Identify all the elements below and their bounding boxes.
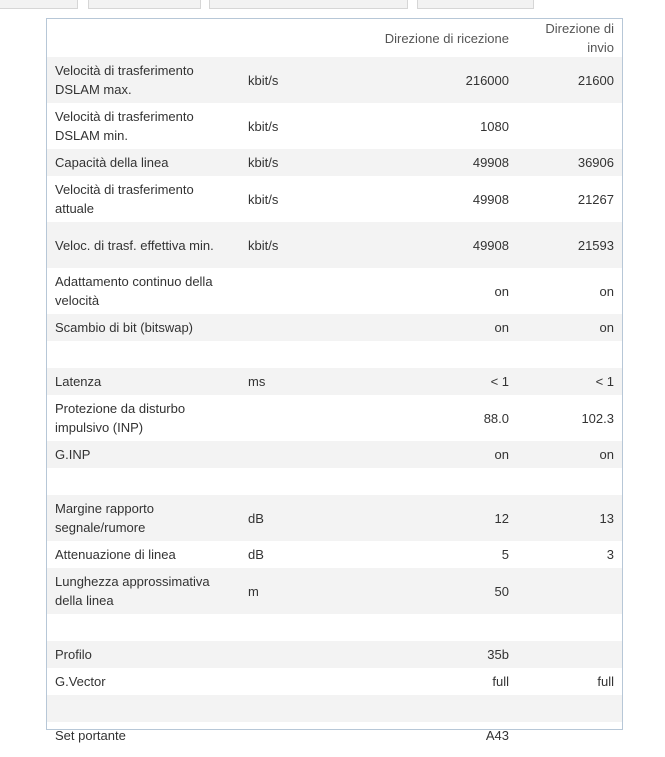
row-rx-value: 216000 [465, 72, 509, 88]
tab-2[interactable] [88, 0, 201, 9]
table-row [47, 568, 622, 614]
table-row [47, 222, 622, 268]
row-unit [240, 268, 332, 314]
row-label: Velocità di trasferimento attuale [55, 182, 194, 216]
tab-3[interactable] [209, 0, 408, 9]
table-row [47, 368, 622, 395]
header-rx: Direzione di ricezione [384, 30, 509, 46]
tab-strip [0, 0, 665, 10]
row-label [47, 614, 240, 641]
row-tx-value: 21600 [577, 72, 614, 88]
row-label: G.INP [55, 447, 91, 462]
row-label [47, 468, 240, 495]
row-unit: kbit/s [248, 72, 279, 88]
row-unit [240, 314, 332, 341]
row-unit: kbit/s [248, 237, 279, 253]
table-row [47, 541, 622, 568]
table-row [47, 268, 622, 314]
row-label: Veloc. di trasf. effettiva min. [55, 237, 214, 253]
row-tx-value [517, 614, 622, 641]
row-rx-value: 5 [501, 547, 509, 562]
row-unit [240, 468, 332, 495]
spacer-row [47, 614, 622, 641]
dsl-info-panel [46, 18, 623, 743]
row-tx-value [517, 103, 622, 149]
table-row [47, 57, 622, 103]
row-label: Latenza [55, 374, 102, 389]
table-row [47, 668, 622, 695]
row-label [47, 695, 240, 722]
row-tx-value [517, 722, 622, 749]
row-tx-value: 102.3 [581, 410, 614, 426]
table-row [47, 103, 622, 149]
row-tx-value [517, 568, 622, 614]
spacer-row [47, 341, 622, 368]
table-row [47, 314, 622, 341]
row-tx-value: < 1 [595, 374, 614, 389]
row-tx-value: on [599, 283, 614, 299]
row-label: Set portante [55, 728, 126, 743]
row-rx-value: full [492, 674, 509, 689]
row-rx-value: < 1 [490, 374, 509, 389]
table-row [47, 722, 622, 749]
row-unit [240, 614, 332, 641]
row-unit: ms [248, 374, 266, 389]
row-tx-value: full [597, 674, 614, 689]
table-row [47, 641, 622, 668]
tab-1[interactable] [0, 0, 78, 9]
row-label: Adattamento continuo della velocità [55, 274, 213, 308]
row-rx-value: 1080 [480, 118, 509, 134]
header-label [47, 19, 240, 57]
row-unit: kbit/s [248, 155, 279, 170]
row-tx-value: 21593 [577, 237, 614, 253]
table-row [47, 441, 622, 468]
row-rx-value: on [494, 447, 509, 462]
row-label: Scambio di bit (bitswap) [55, 320, 193, 335]
row-tx-value: 36906 [577, 155, 614, 170]
row-label [47, 341, 240, 368]
row-rx-value: A43 [485, 728, 509, 743]
row-tx-value: 3 [606, 547, 614, 562]
row-unit: dB [248, 510, 264, 526]
table-row [47, 495, 622, 541]
row-rx-value [332, 695, 517, 722]
row-tx-value: on [599, 320, 614, 335]
row-unit: kbit/s [248, 191, 279, 207]
table-row [47, 176, 622, 222]
row-unit [240, 722, 332, 749]
table-header-row [47, 19, 622, 57]
table-row [47, 149, 622, 176]
row-tx-value [517, 695, 622, 722]
row-rx-value: 49908 [472, 155, 509, 170]
row-tx-value: 13 [599, 510, 614, 526]
row-label: Velocità di trasferimento DSLAM min. [55, 109, 194, 143]
spacer-row [47, 468, 622, 495]
row-rx-value: on [494, 320, 509, 335]
row-tx-value [517, 341, 622, 368]
tab-4[interactable] [417, 0, 534, 9]
row-rx-value: 35b [487, 647, 509, 662]
row-label: Capacità della linea [55, 155, 169, 170]
row-tx-value [517, 641, 622, 668]
row-rx-value [332, 614, 517, 641]
row-rx-value: 88.0 [483, 410, 509, 426]
row-rx-value [332, 468, 517, 495]
spacer-row [47, 695, 622, 722]
row-label: Margine rapporto segnale/rumore [55, 501, 154, 535]
row-label: Protezione da disturbo impulsivo (INP) [55, 401, 186, 435]
table-row [47, 395, 622, 441]
row-unit [240, 395, 332, 441]
row-tx-value: on [599, 447, 614, 462]
row-label: G.Vector [55, 674, 106, 689]
row-unit [240, 641, 332, 668]
row-rx-value: on [494, 283, 509, 299]
row-label: Velocità di trasferimento DSLAM max. [55, 63, 194, 97]
row-rx-value: 49908 [472, 237, 509, 253]
header-tx: Direzione di invio [545, 21, 614, 55]
row-unit: dB [248, 547, 264, 562]
row-rx-value: 50 [494, 583, 509, 599]
row-tx-value: 21267 [577, 191, 614, 207]
header-unit [240, 19, 332, 57]
row-unit: kbit/s [248, 118, 279, 134]
row-unit [240, 441, 332, 468]
row-unit [240, 668, 332, 695]
row-label: Attenuazione di linea [55, 547, 176, 562]
row-unit: m [248, 583, 259, 599]
row-unit [240, 695, 332, 722]
row-tx-value [517, 468, 622, 495]
row-rx-value: 49908 [472, 191, 509, 207]
row-rx-value [332, 341, 517, 368]
row-label: Lunghezza approssimativa della linea [55, 574, 210, 608]
dsl-line-table [47, 19, 622, 749]
row-unit [240, 341, 332, 368]
row-rx-value: 12 [494, 510, 509, 526]
row-label: Profilo [55, 647, 92, 662]
